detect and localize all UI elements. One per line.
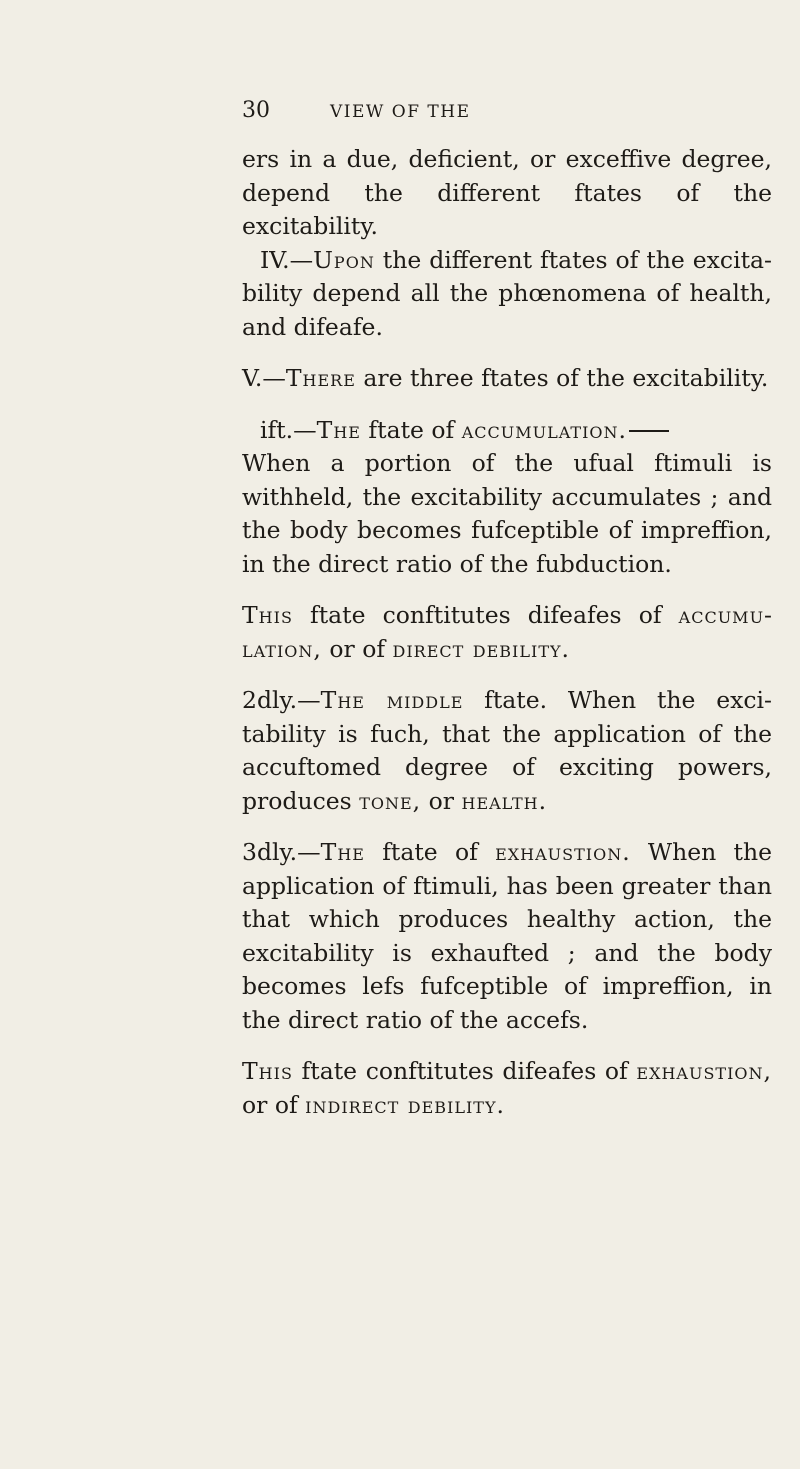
paragraph-exhaustion: 3dly.—The ftate of exhaustion. When the application of ftimuli, has been greater than that which produces healthy action, the excitability is exhaufted ; and the body becomes lefs fufceptible of impreffion, in the direct ratio of the accefs. (242, 838, 772, 1034)
paragraph-v: V.—There are three ftates of the excitability. (242, 364, 769, 392)
rule-dash (629, 430, 669, 432)
body-text (242, 143, 772, 1122)
heading-first-state: ift.—The ftate of accumulation. (242, 414, 772, 448)
running-head: VIEW OF THE (330, 102, 471, 122)
paragraph-direct-debility: This ftate conftitutes difeafes of accumulation, or of direct debility. (242, 601, 772, 663)
page-number: 30 (242, 98, 270, 123)
paragraph-iv: IV.—Upon the different ftates of the excitability depend all the phœnomena of health, and difeafe. (242, 245, 772, 341)
paragraph-indirect-debility: This ftate conftitutes difeafes of exhaustion, or of indirect debility. (242, 1057, 772, 1119)
paragraph-middle-state: 2dly.—The middle ftate. When the excitability is fuch, that the application of the accuftomed degree of exciting powers, produces tone, or health. (242, 686, 772, 815)
page-header (0, 88, 800, 128)
paragraph-continuation: ers in a due, deficient, or exceffive degree, depend the different ftates of the excitability. (242, 145, 772, 240)
paragraph-accumulation: When a portion of the ufual ftimuli is withheld, the excitability accumulates ; and the body becomes fufceptible of impreffion, in the direct ratio of the fubduction. (242, 449, 772, 578)
